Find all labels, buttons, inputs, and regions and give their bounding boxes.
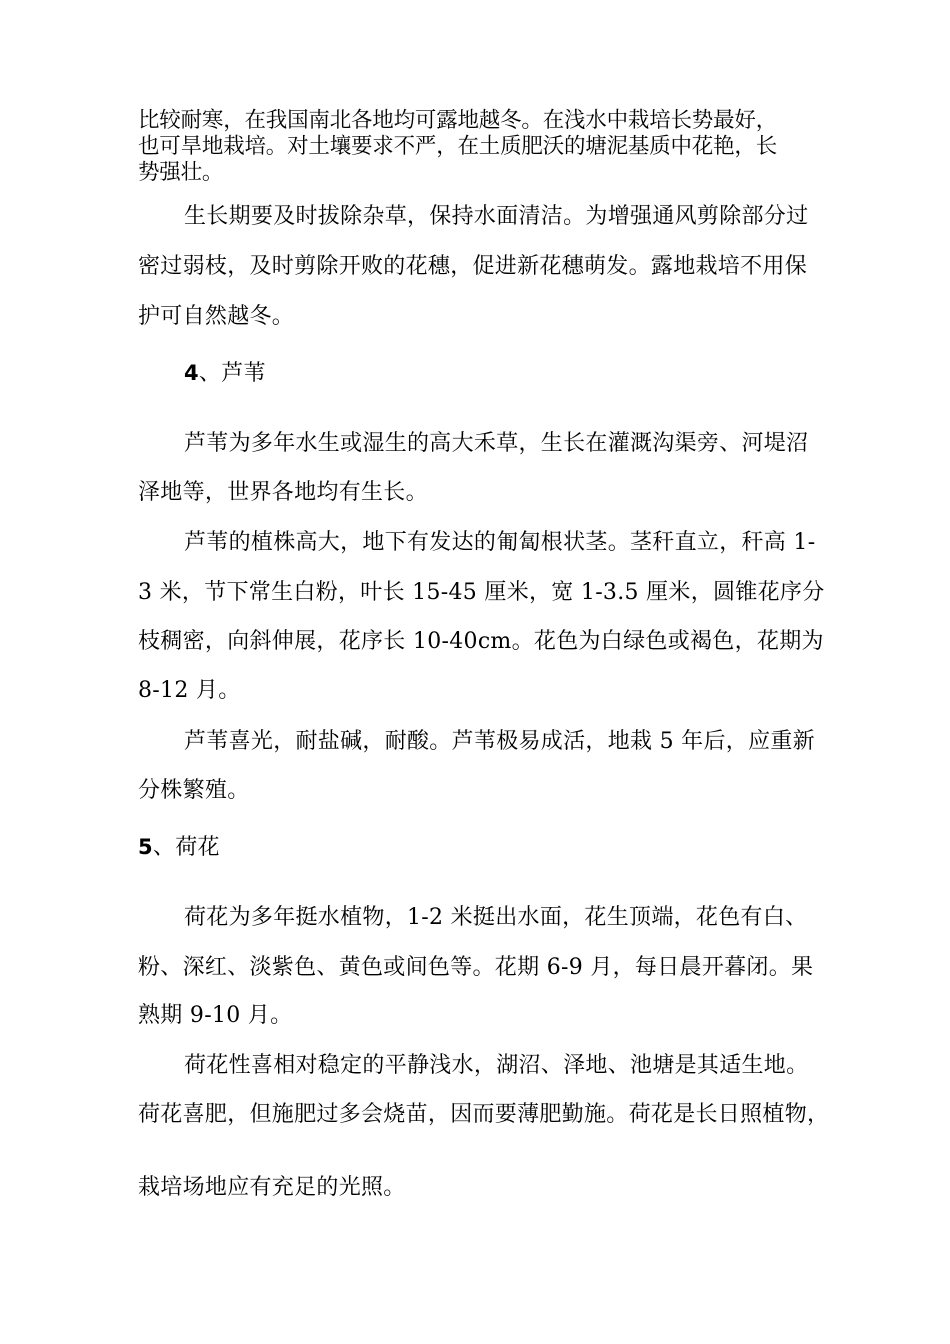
intro-line: 势强壮。: [138, 160, 224, 185]
reed-paragraph-line: 泽地等，世界各地均有生长。: [138, 480, 428, 505]
maintenance-line: 密过弱枝，及时剪除开败的花穗，促进新花穗萌发。露地栽培不用保: [138, 254, 808, 279]
reed-paragraph-line: 3 米，节下常生白粉，叶长 15-45 厘米，宽 1-3.5 厘米，圆锥花序分: [138, 580, 825, 605]
section-heading-reed: [184, 360, 266, 387]
intro-line: 也可旱地栽培。对土壤要求不严，在土质肥沃的塘泥基质中花艳，长: [138, 134, 778, 159]
section-title: 、荷花: [152, 835, 220, 860]
reed-paragraph-line: 分株繁殖。: [138, 778, 250, 803]
lotus-paragraph-line: 熟期 9-10 月。: [138, 1003, 293, 1028]
intro-line: 比较耐寒，在我国南北各地均可露地越冬。在浅水中栽培长势最好，: [138, 108, 778, 133]
reed-paragraph-line: 8-12 月。: [138, 678, 241, 703]
lotus-paragraph-line: 荷花性喜相对稳定的平静浅水，湖沼、泽地、池塘是其适生地。: [184, 1053, 809, 1078]
section-heading-lotus: [138, 834, 220, 861]
maintenance-line: 护可自然越冬。: [138, 304, 295, 329]
lotus-paragraph-line: 栽培场地应有充足的光照。: [138, 1175, 406, 1200]
lotus-paragraph-line: 荷花为多年挺水植物，1-2 米挺出水面，花生顶端，花色有白、: [184, 905, 808, 930]
section-title: 、芦苇: [198, 361, 266, 386]
section-number: 4: [184, 361, 199, 385]
reed-paragraph-line: 枝稠密，向斜伸展，花序长 10-40cm。花色为白绿色或褐色，花期为: [138, 629, 824, 654]
maintenance-line: 生长期要及时拔除杂草，保持水面清洁。为增强通风剪除部分过: [184, 204, 809, 229]
reed-paragraph-line: 芦苇的植株高大，地下有发达的匍匐根状茎。茎秆直立，秆高 1-: [184, 530, 816, 555]
reed-paragraph-line: 芦苇为多年水生或湿生的高大禾草，生长在灌溉沟渠旁、河堤沼: [184, 431, 809, 456]
lotus-paragraph-line: 荷花喜肥，但施肥过多会烧苗，因而要薄肥勤施。荷花是长日照植物，: [138, 1102, 830, 1127]
section-number: 5: [138, 835, 153, 859]
lotus-paragraph-line: 粉、深红、淡紫色、黄色或间色等。花期 6-9 月，每日晨开暮闭。果: [138, 955, 814, 980]
reed-paragraph-line: 芦苇喜光，耐盐碱，耐酸。芦苇极易成活，地栽 5 年后，应重新: [184, 729, 815, 754]
